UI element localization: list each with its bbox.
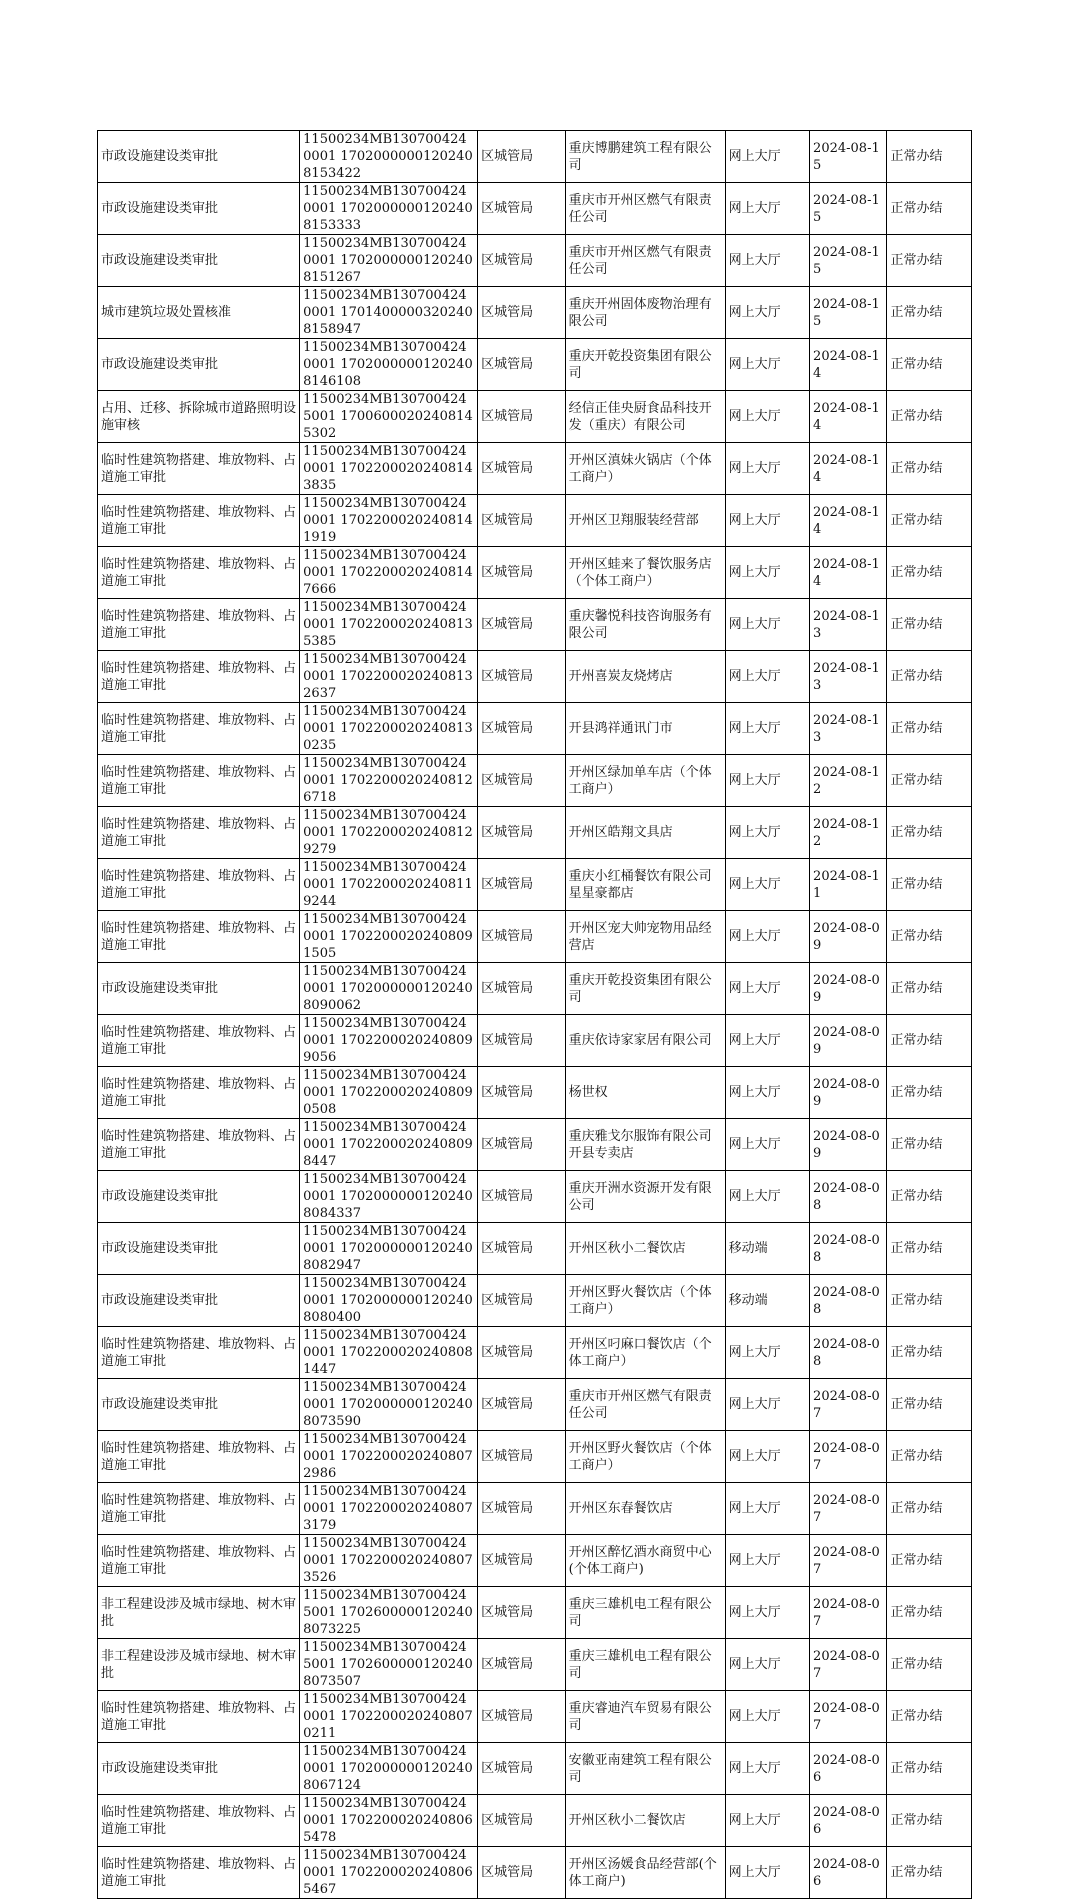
- status-cell: 正常办结: [887, 859, 972, 911]
- applicant-cell: 重庆雅戈尔服饰有限公司开县专卖店: [565, 1119, 725, 1171]
- date-cell: 2024-08-11: [810, 859, 887, 911]
- status-cell: 正常办结: [887, 1535, 972, 1587]
- applicant-cell: 重庆市开州区燃气有限责任公司: [565, 235, 725, 287]
- table-row: [98, 1067, 972, 1119]
- status-cell: 正常办结: [887, 599, 972, 651]
- approval-item-cell: 临时性建筑物搭建、堆放物料、占道施工审批: [98, 859, 300, 911]
- case-code-cell: 11500234MB1307004240001 17020000001202408073590: [300, 1379, 478, 1431]
- status-cell: 正常办结: [887, 1379, 972, 1431]
- date-cell: 2024-08-14: [810, 443, 887, 495]
- status-cell: 正常办结: [887, 131, 972, 183]
- approval-item-cell: 临时性建筑物搭建、堆放物料、占道施工审批: [98, 911, 300, 963]
- channel-cell: 网上大厅: [725, 1171, 809, 1223]
- table-row: [98, 1691, 972, 1743]
- applicant-cell: 重庆开乾投资集团有限公司: [565, 339, 725, 391]
- department-cell: 区城管局: [478, 755, 566, 807]
- department-cell: 区城管局: [478, 1275, 566, 1327]
- table-row: [98, 963, 972, 1015]
- channel-cell: 网上大厅: [725, 1431, 809, 1483]
- table-row: [98, 1847, 972, 1899]
- date-cell: 2024-08-13: [810, 703, 887, 755]
- date-cell: 2024-08-15: [810, 287, 887, 339]
- date-cell: 2024-08-09: [810, 911, 887, 963]
- channel-cell: 网上大厅: [725, 1015, 809, 1067]
- status-cell: 正常办结: [887, 1795, 972, 1847]
- applicant-cell: 安徽亚南建筑工程有限公司: [565, 1743, 725, 1795]
- channel-cell: 网上大厅: [725, 703, 809, 755]
- case-code-cell: 11500234MB1307004240001 17020000001202408090062: [300, 963, 478, 1015]
- approval-item-cell: 临时性建筑物搭建、堆放物料、占道施工审批: [98, 547, 300, 599]
- applicant-cell: 杨世权: [565, 1067, 725, 1119]
- date-cell: 2024-08-06: [810, 1847, 887, 1899]
- status-cell: 正常办结: [887, 807, 972, 859]
- case-code-cell: 11500234MB1307004245001 17026000001202408073507: [300, 1639, 478, 1691]
- channel-cell: 网上大厅: [725, 1483, 809, 1535]
- department-cell: 区城管局: [478, 807, 566, 859]
- case-code-cell: 11500234MB1307004240001 17020000001202408082947: [300, 1223, 478, 1275]
- approval-item-cell: 占用、迁移、拆除城市道路照明设施审核: [98, 391, 300, 443]
- date-cell: 2024-08-08: [810, 1223, 887, 1275]
- case-code-cell: 11500234MB1307004240001 17022000202408129279: [300, 807, 478, 859]
- approval-item-cell: 非工程建设涉及城市绿地、树木审批: [98, 1639, 300, 1691]
- table-row: [98, 1795, 972, 1847]
- table-row: [98, 183, 972, 235]
- department-cell: 区城管局: [478, 911, 566, 963]
- channel-cell: 网上大厅: [725, 1587, 809, 1639]
- status-cell: 正常办结: [887, 1587, 972, 1639]
- channel-cell: 网上大厅: [725, 859, 809, 911]
- table-row: [98, 651, 972, 703]
- channel-cell: 网上大厅: [725, 1067, 809, 1119]
- applicant-cell: 开州区绿加单车店（个体工商户）: [565, 755, 725, 807]
- channel-cell: 网上大厅: [725, 547, 809, 599]
- approval-item-cell: 市政设施建设类审批: [98, 235, 300, 287]
- applicant-cell: 开州区醉忆酒水商贸中心(个体工商户): [565, 1535, 725, 1587]
- table-row: [98, 443, 972, 495]
- case-code-cell: 11500234MB1307004240001 17022000202408073179: [300, 1483, 478, 1535]
- department-cell: 区城管局: [478, 1067, 566, 1119]
- applicant-cell: 开州区东春餐饮店: [565, 1483, 725, 1535]
- channel-cell: 网上大厅: [725, 651, 809, 703]
- approval-item-cell: 市政设施建设类审批: [98, 131, 300, 183]
- table-row: [98, 1535, 972, 1587]
- approval-item-cell: 市政设施建设类审批: [98, 183, 300, 235]
- approval-item-cell: 临时性建筑物搭建、堆放物料、占道施工审批: [98, 599, 300, 651]
- table-row: [98, 911, 972, 963]
- channel-cell: 移动端: [725, 1223, 809, 1275]
- department-cell: 区城管局: [478, 1171, 566, 1223]
- date-cell: 2024-08-14: [810, 339, 887, 391]
- date-cell: 2024-08-13: [810, 599, 887, 651]
- date-cell: 2024-08-07: [810, 1535, 887, 1587]
- applicant-cell: 开县鸿祥通讯门市: [565, 703, 725, 755]
- applicant-cell: 重庆小红桶餐饮有限公司星星豪都店: [565, 859, 725, 911]
- status-cell: 正常办结: [887, 1067, 972, 1119]
- channel-cell: 网上大厅: [725, 1847, 809, 1899]
- department-cell: 区城管局: [478, 599, 566, 651]
- status-cell: 正常办结: [887, 1431, 972, 1483]
- status-cell: 正常办结: [887, 1015, 972, 1067]
- status-cell: 正常办结: [887, 443, 972, 495]
- department-cell: 区城管局: [478, 963, 566, 1015]
- table-row: [98, 1223, 972, 1275]
- case-code-cell: 11500234MB1307004245001 17006000202408145302: [300, 391, 478, 443]
- case-code-cell: 11500234MB1307004240001 17022000202408141919: [300, 495, 478, 547]
- applicant-cell: 重庆市开州区燃气有限责任公司: [565, 1379, 725, 1431]
- department-cell: 区城管局: [478, 1587, 566, 1639]
- case-code-cell: 11500234MB1307004240001 17020000001202408146108: [300, 339, 478, 391]
- date-cell: 2024-08-07: [810, 1639, 887, 1691]
- date-cell: 2024-08-13: [810, 651, 887, 703]
- case-code-cell: 11500234MB1307004240001 17022000202408073526: [300, 1535, 478, 1587]
- case-code-cell: 11500234MB1307004240001 17014000003202408158947: [300, 287, 478, 339]
- status-cell: 正常办结: [887, 911, 972, 963]
- case-code-cell: 11500234MB1307004240001 17020000001202408153422: [300, 131, 478, 183]
- department-cell: 区城管局: [478, 1691, 566, 1743]
- applicant-cell: 开州区滇妹火锅店（个体工商户）: [565, 443, 725, 495]
- date-cell: 2024-08-14: [810, 391, 887, 443]
- table-row: [98, 599, 972, 651]
- case-code-cell: 11500234MB1307004240001 17022000202408147666: [300, 547, 478, 599]
- status-cell: 正常办结: [887, 183, 972, 235]
- status-cell: 正常办结: [887, 1691, 972, 1743]
- approval-item-cell: 临时性建筑物搭建、堆放物料、占道施工审批: [98, 1015, 300, 1067]
- department-cell: 区城管局: [478, 1535, 566, 1587]
- table-row: [98, 859, 972, 911]
- status-cell: 正常办结: [887, 547, 972, 599]
- department-cell: 区城管局: [478, 547, 566, 599]
- table-row: [98, 1327, 972, 1379]
- date-cell: 2024-08-15: [810, 235, 887, 287]
- applicant-cell: 重庆市开州区燃气有限责任公司: [565, 183, 725, 235]
- table-row: [98, 495, 972, 547]
- department-cell: 区城管局: [478, 391, 566, 443]
- channel-cell: 网上大厅: [725, 235, 809, 287]
- table-row: [98, 1119, 972, 1171]
- approval-item-cell: 临时性建筑物搭建、堆放物料、占道施工审批: [98, 1483, 300, 1535]
- case-code-cell: 11500234MB1307004240001 17022000202408098447: [300, 1119, 478, 1171]
- department-cell: 区城管局: [478, 1223, 566, 1275]
- case-code-cell: 11500234MB1307004240001 17020000001202408080400: [300, 1275, 478, 1327]
- approval-item-cell: 临时性建筑物搭建、堆放物料、占道施工审批: [98, 1535, 300, 1587]
- approval-item-cell: 城市建筑垃圾处置核准: [98, 287, 300, 339]
- status-cell: 正常办结: [887, 1483, 972, 1535]
- channel-cell: 网上大厅: [725, 1639, 809, 1691]
- date-cell: 2024-08-15: [810, 183, 887, 235]
- department-cell: 区城管局: [478, 1483, 566, 1535]
- case-code-cell: 11500234MB1307004240001 17022000202408072986: [300, 1431, 478, 1483]
- channel-cell: 网上大厅: [725, 807, 809, 859]
- case-code-cell: 11500234MB1307004240001 17022000202408132637: [300, 651, 478, 703]
- date-cell: 2024-08-06: [810, 1743, 887, 1795]
- status-cell: 正常办结: [887, 963, 972, 1015]
- table-row: [98, 1483, 972, 1535]
- department-cell: 区城管局: [478, 651, 566, 703]
- department-cell: 区城管局: [478, 1119, 566, 1171]
- case-code-cell: 11500234MB1307004240001 17022000202408143835: [300, 443, 478, 495]
- date-cell: 2024-08-07: [810, 1431, 887, 1483]
- channel-cell: 网上大厅: [725, 1379, 809, 1431]
- channel-cell: 网上大厅: [725, 1743, 809, 1795]
- approval-item-cell: 临时性建筑物搭建、堆放物料、占道施工审批: [98, 1067, 300, 1119]
- table-row: [98, 755, 972, 807]
- channel-cell: 网上大厅: [725, 1795, 809, 1847]
- department-cell: 区城管局: [478, 1431, 566, 1483]
- table-row: [98, 1379, 972, 1431]
- table-row: [98, 1275, 972, 1327]
- applicant-cell: 开州区汤媛食品经营部(个体工商户): [565, 1847, 725, 1899]
- applicant-cell: 经信正佳央厨食品科技开发（重庆）有限公司: [565, 391, 725, 443]
- date-cell: 2024-08-14: [810, 547, 887, 599]
- case-code-cell: 11500234MB1307004240001 17020000001202408153333: [300, 183, 478, 235]
- approval-item-cell: 临时性建筑物搭建、堆放物料、占道施工审批: [98, 1119, 300, 1171]
- department-cell: 区城管局: [478, 1327, 566, 1379]
- channel-cell: 网上大厅: [725, 339, 809, 391]
- table-row: [98, 547, 972, 599]
- department-cell: 区城管局: [478, 131, 566, 183]
- date-cell: 2024-08-09: [810, 963, 887, 1015]
- channel-cell: 网上大厅: [725, 1119, 809, 1171]
- department-cell: 区城管局: [478, 1847, 566, 1899]
- applicant-cell: 重庆博鹏建筑工程有限公司: [565, 131, 725, 183]
- department-cell: 区城管局: [478, 1015, 566, 1067]
- table-row: [98, 131, 972, 183]
- approval-item-cell: 临时性建筑物搭建、堆放物料、占道施工审批: [98, 755, 300, 807]
- table-row: [98, 1743, 972, 1795]
- channel-cell: 网上大厅: [725, 963, 809, 1015]
- case-code-cell: 11500234MB1307004240001 17022000202408126718: [300, 755, 478, 807]
- case-code-cell: 11500234MB1307004240001 17020000001202408151267: [300, 235, 478, 287]
- approval-item-cell: 市政设施建设类审批: [98, 1743, 300, 1795]
- channel-cell: 网上大厅: [725, 443, 809, 495]
- status-cell: 正常办结: [887, 235, 972, 287]
- approval-item-cell: 非工程建设涉及城市绿地、树木审批: [98, 1587, 300, 1639]
- channel-cell: 网上大厅: [725, 1535, 809, 1587]
- table-row: [98, 1587, 972, 1639]
- status-cell: 正常办结: [887, 703, 972, 755]
- approval-item-cell: 临时性建筑物搭建、堆放物料、占道施工审批: [98, 1327, 300, 1379]
- department-cell: 区城管局: [478, 1743, 566, 1795]
- case-code-cell: 11500234MB1307004240001 17022000202408081447: [300, 1327, 478, 1379]
- approval-item-cell: 临时性建筑物搭建、堆放物料、占道施工审批: [98, 443, 300, 495]
- department-cell: 区城管局: [478, 495, 566, 547]
- case-code-cell: 11500234MB1307004240001 17022000202408119244: [300, 859, 478, 911]
- approval-records-table: [97, 130, 972, 1899]
- date-cell: 2024-08-12: [810, 755, 887, 807]
- table-row: [98, 287, 972, 339]
- table-body: [98, 131, 972, 1899]
- date-cell: 2024-08-08: [810, 1275, 887, 1327]
- approval-item-cell: 市政设施建设类审批: [98, 1171, 300, 1223]
- date-cell: 2024-08-09: [810, 1119, 887, 1171]
- applicant-cell: 开州区秋小二餐饮店: [565, 1795, 725, 1847]
- approval-item-cell: 市政设施建设类审批: [98, 1275, 300, 1327]
- channel-cell: 网上大厅: [725, 1327, 809, 1379]
- case-code-cell: 11500234MB1307004240001 17022000202408130235: [300, 703, 478, 755]
- channel-cell: 网上大厅: [725, 391, 809, 443]
- department-cell: 区城管局: [478, 1639, 566, 1691]
- case-code-cell: 11500234MB1307004240001 17022000202408135385: [300, 599, 478, 651]
- date-cell: 2024-08-14: [810, 495, 887, 547]
- case-code-cell: 11500234MB1307004240001 17022000202408090508: [300, 1067, 478, 1119]
- status-cell: 正常办结: [887, 1639, 972, 1691]
- applicant-cell: 重庆三雄机电工程有限公司: [565, 1639, 725, 1691]
- applicant-cell: 重庆开乾投资集团有限公司: [565, 963, 725, 1015]
- channel-cell: 网上大厅: [725, 183, 809, 235]
- channel-cell: 移动端: [725, 1275, 809, 1327]
- approval-item-cell: 市政设施建设类审批: [98, 963, 300, 1015]
- status-cell: 正常办结: [887, 1223, 972, 1275]
- status-cell: 正常办结: [887, 1171, 972, 1223]
- approval-item-cell: 临时性建筑物搭建、堆放物料、占道施工审批: [98, 1847, 300, 1899]
- approval-item-cell: 临时性建筑物搭建、堆放物料、占道施工审批: [98, 1795, 300, 1847]
- case-code-cell: 11500234MB1307004245001 17026000001202408073225: [300, 1587, 478, 1639]
- channel-cell: 网上大厅: [725, 131, 809, 183]
- applicant-cell: 重庆开洲水资源开发有限公司: [565, 1171, 725, 1223]
- department-cell: 区城管局: [478, 287, 566, 339]
- applicant-cell: 开州喜炭友烧烤店: [565, 651, 725, 703]
- date-cell: 2024-08-12: [810, 807, 887, 859]
- status-cell: 正常办结: [887, 495, 972, 547]
- channel-cell: 网上大厅: [725, 911, 809, 963]
- approval-item-cell: 临时性建筑物搭建、堆放物料、占道施工审批: [98, 1431, 300, 1483]
- approval-item-cell: 市政设施建设类审批: [98, 1223, 300, 1275]
- department-cell: 区城管局: [478, 859, 566, 911]
- table-row: [98, 1171, 972, 1223]
- applicant-cell: 重庆睿迪汽车贸易有限公司: [565, 1691, 725, 1743]
- status-cell: 正常办结: [887, 651, 972, 703]
- status-cell: 正常办结: [887, 755, 972, 807]
- status-cell: 正常办结: [887, 391, 972, 443]
- approval-item-cell: 市政设施建设类审批: [98, 339, 300, 391]
- channel-cell: 网上大厅: [725, 287, 809, 339]
- applicant-cell: 重庆馨悦科技咨询服务有限公司: [565, 599, 725, 651]
- approval-item-cell: 临时性建筑物搭建、堆放物料、占道施工审批: [98, 807, 300, 859]
- date-cell: 2024-08-07: [810, 1483, 887, 1535]
- channel-cell: 网上大厅: [725, 1691, 809, 1743]
- department-cell: 区城管局: [478, 1795, 566, 1847]
- status-cell: 正常办结: [887, 339, 972, 391]
- table-row: [98, 1639, 972, 1691]
- table-row: [98, 703, 972, 755]
- channel-cell: 网上大厅: [725, 599, 809, 651]
- status-cell: 正常办结: [887, 1119, 972, 1171]
- date-cell: 2024-08-15: [810, 131, 887, 183]
- status-cell: 正常办结: [887, 287, 972, 339]
- department-cell: 区城管局: [478, 1379, 566, 1431]
- date-cell: 2024-08-07: [810, 1691, 887, 1743]
- applicant-cell: 开州区皓翔文具店: [565, 807, 725, 859]
- department-cell: 区城管局: [478, 235, 566, 287]
- applicant-cell: 开州区秋小二餐饮店: [565, 1223, 725, 1275]
- date-cell: 2024-08-07: [810, 1587, 887, 1639]
- case-code-cell: 11500234MB1307004240001 17020000001202408067124: [300, 1743, 478, 1795]
- approval-item-cell: 临时性建筑物搭建、堆放物料、占道施工审批: [98, 703, 300, 755]
- case-code-cell: 11500234MB1307004240001 17022000202408099056: [300, 1015, 478, 1067]
- applicant-cell: 开州区宠大帅宠物用品经营店: [565, 911, 725, 963]
- approval-item-cell: 临时性建筑物搭建、堆放物料、占道施工审批: [98, 1691, 300, 1743]
- status-cell: 正常办结: [887, 1743, 972, 1795]
- case-code-cell: 11500234MB1307004240001 17022000202408065467: [300, 1847, 478, 1899]
- table-row: [98, 339, 972, 391]
- applicant-cell: 重庆依诗家家居有限公司: [565, 1015, 725, 1067]
- approval-item-cell: 临时性建筑物搭建、堆放物料、占道施工审批: [98, 651, 300, 703]
- department-cell: 区城管局: [478, 443, 566, 495]
- date-cell: 2024-08-09: [810, 1067, 887, 1119]
- applicant-cell: 开州区蛙来了餐饮服务店（个体工商户）: [565, 547, 725, 599]
- case-code-cell: 11500234MB1307004240001 17022000202408065478: [300, 1795, 478, 1847]
- case-code-cell: 11500234MB1307004240001 17020000001202408084337: [300, 1171, 478, 1223]
- channel-cell: 网上大厅: [725, 495, 809, 547]
- date-cell: 2024-08-07: [810, 1379, 887, 1431]
- approval-item-cell: 市政设施建设类审批: [98, 1379, 300, 1431]
- applicant-cell: 重庆开州固体废物治理有限公司: [565, 287, 725, 339]
- date-cell: 2024-08-06: [810, 1795, 887, 1847]
- approval-item-cell: 临时性建筑物搭建、堆放物料、占道施工审批: [98, 495, 300, 547]
- date-cell: 2024-08-08: [810, 1171, 887, 1223]
- applicant-cell: 开州区野火餐饮店（个体工商户）: [565, 1275, 725, 1327]
- status-cell: 正常办结: [887, 1275, 972, 1327]
- table-row: [98, 1431, 972, 1483]
- applicant-cell: 开州区野火餐饮店（个体工商户）: [565, 1431, 725, 1483]
- status-cell: 正常办结: [887, 1847, 972, 1899]
- department-cell: 区城管局: [478, 703, 566, 755]
- channel-cell: 网上大厅: [725, 755, 809, 807]
- applicant-cell: 开州区叼麻口餐饮店（个体工商户）: [565, 1327, 725, 1379]
- table-row: [98, 807, 972, 859]
- date-cell: 2024-08-09: [810, 1015, 887, 1067]
- date-cell: 2024-08-08: [810, 1327, 887, 1379]
- table-row: [98, 1015, 972, 1067]
- table-row: [98, 235, 972, 287]
- applicant-cell: 重庆三雄机电工程有限公司: [565, 1587, 725, 1639]
- department-cell: 区城管局: [478, 339, 566, 391]
- case-code-cell: 11500234MB1307004240001 17022000202408091505: [300, 911, 478, 963]
- applicant-cell: 开州区卫翔服装经营部: [565, 495, 725, 547]
- department-cell: 区城管局: [478, 183, 566, 235]
- case-code-cell: 11500234MB1307004240001 17022000202408070211: [300, 1691, 478, 1743]
- status-cell: 正常办结: [887, 1327, 972, 1379]
- table-row: [98, 391, 972, 443]
